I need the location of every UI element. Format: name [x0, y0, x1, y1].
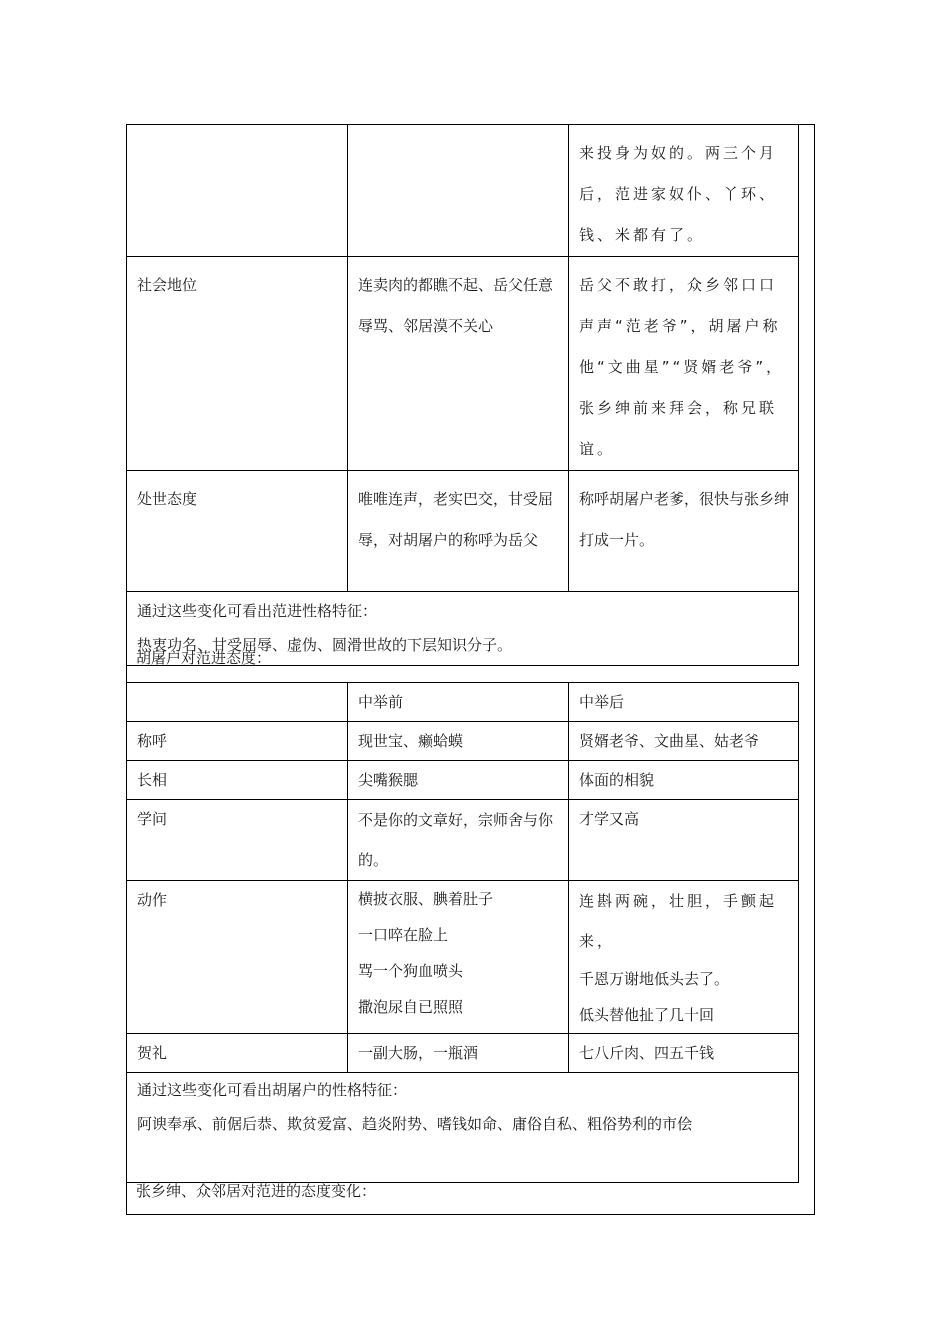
header-blank [127, 683, 348, 722]
list-item: 横披衣服、腆着肚子 [358, 890, 494, 908]
table-row [127, 1034, 799, 1073]
after-cell [569, 881, 799, 1034]
header-after: 中举后 [569, 683, 799, 722]
table-row [127, 722, 799, 761]
row-label-attitude: 处世态度 [127, 471, 348, 592]
summary-cell [127, 1073, 799, 1183]
summary-answer: 阿谀奉承、前倨后恭、欺贫爱富、趋炎附势、嗜钱如命、庸俗自私、粗俗势利的市侩 [137, 1115, 693, 1133]
table-row [127, 761, 799, 800]
table-row [127, 257, 799, 471]
list-item: 骂一个狗血喷头 [358, 962, 464, 980]
table-row [127, 125, 799, 257]
summary-question: 通过这些变化可看出范进性格特征： [137, 602, 378, 620]
table-row [127, 1073, 799, 1183]
before-cell [348, 881, 569, 1034]
table-row [127, 471, 799, 592]
list-item: 一口啐在脸上 [358, 926, 449, 944]
before-cell: 尖嘴猴腮 [348, 761, 569, 800]
before-cell: 连卖肉的都瞧不起、岳父任意辱骂、邻居漠不关心 [348, 257, 569, 471]
row-label: 学问 [127, 800, 348, 881]
hu-attitude-table [126, 682, 799, 1183]
list-item: 撒泡尿自已照照 [358, 998, 464, 1016]
table-row [127, 800, 799, 881]
before-cell: 不是你的文章好，宗师舍与你的。 [348, 800, 569, 881]
summary-question: 通过这些变化可看出胡屠户的性格特征： [137, 1081, 408, 1099]
row-label: 称呼 [127, 722, 348, 761]
table-row [127, 881, 799, 1034]
after-cell: 岳父不敢打，众乡邻口口声声“范老爷”，胡屠户称他“文曲星”“贤婿老爷”，张乡绅前来拜会，称兄联谊。 [569, 257, 799, 471]
list-item: 低头替他扯了几十回 [579, 1006, 715, 1024]
list-item: 连斟两碗，壮胆，手颤起来， [579, 892, 778, 950]
before-cell: 唯唯连声，老实巴交，甘受屈辱，对胡屠户的称呼为岳父 [348, 471, 569, 592]
after-cell: 体面的相貌 [569, 761, 799, 800]
table-row [127, 683, 799, 722]
row-label: 贺礼 [127, 1034, 348, 1073]
row-label-social-status: 社会地位 [127, 257, 348, 471]
row-label: 长相 [127, 761, 348, 800]
after-cell: 来投身为奴的。两三个月后，范进家奴仆、丫环、钱、米都有了。 [569, 125, 799, 257]
row-label [127, 125, 348, 257]
section-title-neighbors: 张乡绅、众邻居对范进的态度变化： [136, 1182, 377, 1200]
after-cell: 七八斤肉、四五千钱 [569, 1034, 799, 1073]
before-cell: 现世宝、癞蛤蟆 [348, 722, 569, 761]
header-before: 中举前 [348, 683, 569, 722]
after-cell: 才学又高 [569, 800, 799, 881]
after-cell: 贤婿老爷、文曲星、姑老爷 [569, 722, 799, 761]
summary-answer: 热衷功名、甘受屈辱、虚伪、圆滑世故的下层知识分子。 [137, 636, 513, 654]
section-title-hu: 胡屠户对范进态度： [136, 649, 272, 667]
after-cell: 称呼胡屠户老爹，很快与张乡绅打成一片。 [569, 471, 799, 592]
row-label: 动作 [127, 881, 348, 1034]
before-cell: 一副大肠，一瓶酒 [348, 1034, 569, 1073]
list-item: 千恩万谢地低头去了。 [579, 970, 730, 988]
fanjin-change-table [126, 124, 799, 666]
before-cell [348, 125, 569, 257]
